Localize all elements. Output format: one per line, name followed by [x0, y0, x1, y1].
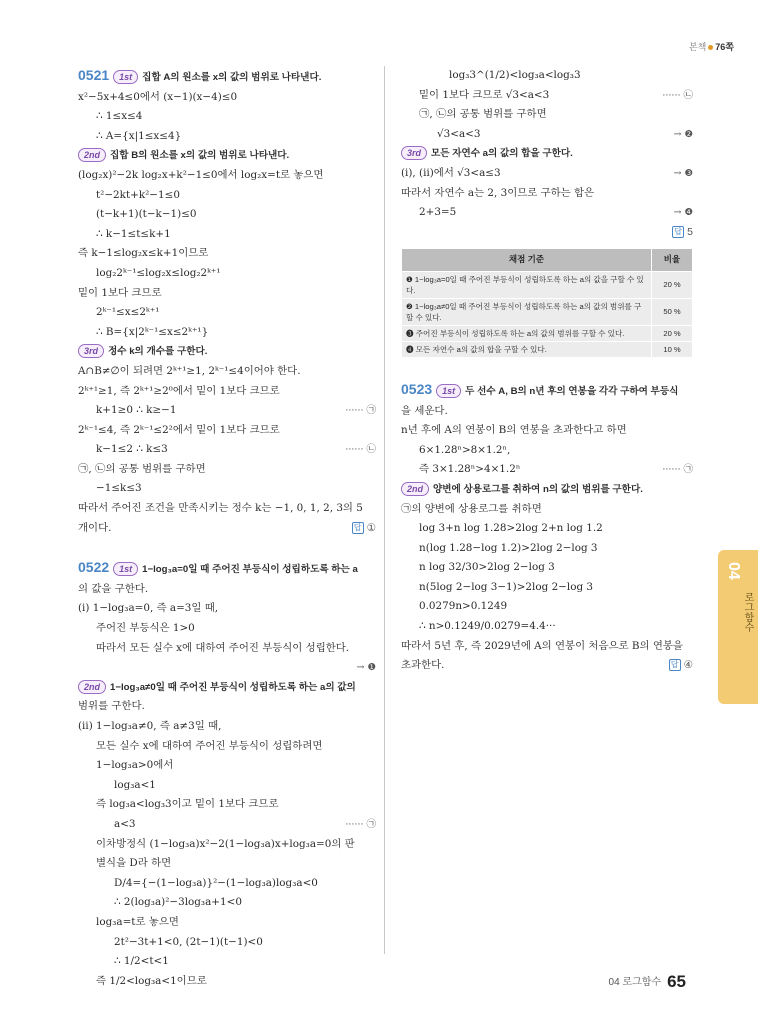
- rubric-row: [402, 325, 693, 341]
- dot-icon: [708, 45, 713, 50]
- problem-number: 0521: [78, 67, 110, 83]
- equation-marker: ······ ㉡: [662, 89, 693, 101]
- line-text: 따라서 5년 후, 즉 2029년에 A의 연봉이 처음으로 B의 연봉을: [401, 639, 683, 652]
- rubric-criterion: ❸ 주어진 부등식이 성립하도록 하는 a의 값의 범위를 구할 수 있다.: [402, 325, 652, 341]
- problem-heading: [78, 66, 376, 88]
- answer-value: ①: [366, 521, 376, 534]
- line-text: 개이다.: [78, 521, 112, 534]
- step-badge: 2nd: [401, 482, 429, 496]
- step-description: 1−log₃a≠0일 때 주어진 부등식이 성립하도록 하는 a의 값의: [110, 681, 356, 693]
- page-footer: [609, 972, 686, 992]
- solution-line: [78, 972, 376, 992]
- step-description: 두 선수 A, B의 n년 후의 연봉을 각각 구하여 부등식: [465, 385, 679, 397]
- line-text: D/4={−(1−log₃a)}²−(1−log₃a)log₃a<0: [114, 876, 318, 889]
- rubric-criterion: ❶ 1−log₃a=0일 때 주어진 부등식이 성립하도록 하는 a의 값을 구할 수 있다.: [402, 271, 652, 298]
- step-description: 양변에 상용로그를 취하여 n의 값의 범위를 구한다.: [433, 483, 643, 495]
- solution-line: [401, 519, 693, 539]
- equation-marker: → ❶: [356, 662, 376, 674]
- line-text: 즉 k−1≤log₂x≤k+1이므로: [78, 247, 209, 260]
- solution-line: [78, 776, 376, 796]
- equation-marker: ······ ㉡: [345, 444, 376, 456]
- solution-line: [401, 441, 693, 461]
- line-text: (log₂x)²−2k log₂x+k²−1≤0에서 log₂x=t로 놓으면: [78, 168, 324, 181]
- solution-line: [401, 558, 693, 578]
- line-text: 0.0279n>0.1249: [419, 600, 508, 613]
- line-text: n(5log 2−log 3−1)>2log 2−log 3: [419, 580, 594, 593]
- solution-line: [78, 186, 376, 206]
- line-text: k+1≥0 ∴ k≥−1: [96, 404, 177, 417]
- solution-line: [78, 835, 376, 855]
- solution-line: [78, 519, 376, 539]
- solution-line: [78, 815, 376, 835]
- solution-line: [78, 795, 376, 815]
- solution-line: [401, 460, 693, 480]
- line-text: (ⅰ) 1−log₃a=0, 즉 a=3일 때,: [78, 602, 219, 615]
- line-text: 즉 1/2<log₃a<1이므로: [96, 974, 207, 987]
- line-text: n년 후에 A의 연봉이 B의 연봉을 초과한다고 하면: [401, 424, 627, 437]
- solution-line: [78, 107, 376, 127]
- solution-line: [78, 284, 376, 304]
- rubric-header-criteria: 채점 기준: [402, 249, 652, 272]
- problem-number: 0522: [78, 559, 110, 576]
- right-column: [401, 66, 693, 676]
- line-text: 모든 실수 x에 대하여 주어진 부등식이 성립하려면: [96, 739, 323, 752]
- line-text: √3<a<3: [437, 127, 481, 140]
- line-text: ∴ 1≤x≤4: [96, 110, 143, 123]
- line-text: log₃a<1: [114, 778, 156, 791]
- rubric-ratio: 20 %: [652, 325, 693, 341]
- solution-line: [401, 184, 693, 204]
- line-text: log₂2ᵏ⁻¹≤log₂x≤log₂2ᵏ⁺¹: [96, 266, 221, 279]
- solution-line: [401, 402, 693, 422]
- solution-line: [78, 479, 376, 499]
- equation-marker: → ❷: [673, 128, 693, 140]
- line-text: 따라서 주어진 조건을 만족시키는 정수 k는 −1, 0, 1, 2, 3의 5: [78, 502, 363, 515]
- step-badge: 3rd: [401, 146, 427, 160]
- solution-line: [78, 323, 376, 343]
- line-text: 2ᵏ⁺¹≥1, 즉 2ᵏ⁺¹≥2⁰에서 밑이 1보다 크므로: [78, 384, 280, 397]
- step-description: 집합 B의 원소를 x의 값의 범위로 나타낸다.: [110, 150, 290, 162]
- line-text: ∴ 1/2<t<1: [114, 955, 169, 968]
- answer-value: 5: [687, 225, 693, 238]
- solution-line: [78, 737, 376, 757]
- solution-line: [78, 854, 376, 874]
- solution-line: [78, 874, 376, 894]
- solution-line: [78, 303, 376, 323]
- answer-value: ④: [683, 659, 693, 672]
- step-heading: [78, 146, 376, 166]
- line-text: 2t²−3t+1<0, (2t−1)(t−1)<0: [114, 935, 263, 948]
- rubric-ratio: 10 %: [652, 341, 693, 357]
- line-text: ∴ k−1≤t≤k+1: [96, 227, 171, 240]
- solution-line: [78, 913, 376, 933]
- solution-line: [401, 164, 693, 184]
- solution-line: [78, 619, 376, 639]
- solution-line: [401, 66, 693, 86]
- solution-line: [78, 166, 376, 186]
- line-text: (ⅰ), (ⅱ)에서 √3<a≤3: [401, 166, 501, 179]
- rubric-ratio: 50 %: [652, 298, 693, 325]
- solution-line: [78, 460, 376, 480]
- line-text: 밑이 1보다 크므로 √3<a<3: [419, 88, 550, 101]
- answer-icon: 답: [669, 659, 681, 671]
- solution-line: [78, 205, 376, 225]
- page-number: 65: [667, 972, 686, 991]
- solution-line: [401, 105, 693, 125]
- line-text: x²−5x+4≤0에서 (x−1)(x−4)≤0: [78, 90, 238, 103]
- line-text: n(log 1.28−log 1.2)>2log 2−log 3: [419, 541, 598, 554]
- step-description: 1−log₃a=0일 때 주어진 부등식이 성립하도록 하는 a: [142, 564, 358, 576]
- problem-heading: [78, 558, 376, 580]
- chapter-side-tab[interactable]: [718, 550, 758, 704]
- answer-label: [352, 519, 376, 539]
- line-text: 즉 3×1.28ⁿ>4×1.2ⁿ: [419, 463, 521, 476]
- line-text: 의 값을 구한다.: [78, 582, 149, 595]
- chapter-number: 04: [725, 562, 742, 580]
- solution-line: [78, 697, 376, 717]
- rubric-criterion: ❷ 1−log₃a≠0일 때 주어진 부등식이 성립하도록 하는 a의 값의 범위를 구할 수 있다.: [402, 298, 652, 325]
- step-heading: [78, 342, 376, 362]
- step-badge: 3rd: [78, 344, 104, 358]
- solution-line: [78, 88, 376, 108]
- line-text: 주어진 부등식은 1>0: [96, 622, 195, 635]
- solution-line: [78, 933, 376, 953]
- solution-line: [401, 656, 693, 676]
- solution-line: [78, 893, 376, 913]
- equation-marker: ······ ㉠: [345, 818, 376, 830]
- solution-line: [78, 440, 376, 460]
- line-text: 초과한다.: [401, 659, 445, 672]
- solution-line: [401, 539, 693, 559]
- problem-heading: [401, 380, 693, 402]
- solution-line: [78, 717, 376, 737]
- step-badge: 2nd: [78, 680, 106, 694]
- line-text: 따라서 자연수 a는 2, 3이므로 구하는 합은: [401, 186, 595, 199]
- step-description: 집합 A의 원소를 x의 값의 범위로 나타낸다.: [142, 72, 322, 83]
- line-text: 6×1.28ⁿ>8×1.2ⁿ,: [419, 443, 511, 456]
- equation-marker: → ❹: [673, 207, 693, 219]
- rubric-row: [402, 341, 693, 357]
- solution-line: [78, 580, 376, 600]
- page-reference: [689, 40, 734, 53]
- line-text: 1−log₃a>0에서: [96, 759, 174, 772]
- solution-line: [78, 401, 376, 421]
- line-text: 2ᵏ⁻¹≤4, 즉 2ᵏ⁻¹≤2²에서 밑이 1보다 크므로: [78, 423, 280, 436]
- solution-line: [78, 658, 376, 678]
- step-badge: 2nd: [78, 148, 106, 162]
- equation-marker: → ❸: [673, 167, 693, 179]
- problem-number: 0523: [401, 380, 433, 397]
- line-text: 을 세운다.: [401, 404, 448, 417]
- line-text: 이차방정식 (1−log₃a)x²−2(1−log₃a)x+log₃a=0의 판: [96, 837, 355, 850]
- line-text: ㉠, ㉡의 공통 범위를 구하면: [419, 108, 547, 121]
- solution-line: [78, 499, 376, 519]
- solution-line: [401, 86, 693, 106]
- step-description: 모든 자연수 a의 값의 합을 구한다.: [431, 148, 573, 160]
- line-text: ∴ B={x|2ᵏ⁻¹≤x≤2ᵏ⁺¹}: [96, 325, 209, 338]
- line-text: 즉 log₃a<log₃3이고 밑이 1보다 크므로: [96, 798, 279, 811]
- footer-chapter: 04 로그함수: [608, 977, 662, 988]
- solution-line: [401, 500, 693, 520]
- step-badge: 1st: [436, 384, 461, 398]
- page-ref-page: 76쪽: [715, 42, 734, 52]
- solution-line: [401, 597, 693, 617]
- line-text: (t−k+1)(t−k−1)≤0: [96, 208, 197, 221]
- line-text: t²−2kt+k²−1≤0: [96, 188, 180, 201]
- step-badge: 1st: [113, 70, 138, 84]
- line-text: log₃3^(1/2)<log₃a<log₃3: [449, 69, 581, 81]
- line-text: 별식을 D라 하면: [96, 857, 172, 870]
- solution-line: [401, 617, 693, 637]
- solution-line: [78, 244, 376, 264]
- grading-rubric-table: [401, 248, 693, 358]
- line-text: log 3+n log 1.28>2log 2+n log 1.2: [419, 522, 603, 535]
- line-text: 밑이 1보다 크므로: [78, 286, 162, 299]
- line-text: 2+3=5: [419, 206, 457, 219]
- step-heading: [401, 480, 693, 500]
- step-heading: [78, 678, 376, 698]
- line-text: ∴ 2(log₃a)²−3log₃a+1<0: [114, 896, 242, 909]
- solution-line: [401, 421, 693, 441]
- step-heading: [401, 144, 693, 164]
- rubric-row: [402, 271, 693, 298]
- solution-line: [78, 639, 376, 659]
- solution-line: [401, 203, 693, 223]
- solution-line: [78, 225, 376, 245]
- line-text: ∴ n>0.1249/0.0279=4.4···: [419, 620, 556, 633]
- solution-line: [78, 264, 376, 284]
- step-badge: 1st: [113, 562, 138, 576]
- solution-line: [78, 952, 376, 972]
- answer-label: [669, 656, 693, 676]
- line-text: a<3: [114, 817, 136, 830]
- line-text: A∩B≠∅이 되려면 2ᵏ⁺¹≥1, 2ᵏ⁻¹≤4이어야 한다.: [78, 364, 301, 377]
- page-ref-label: 본책: [688, 42, 707, 52]
- line-text: k−1≤2 ∴ k≤3: [96, 443, 168, 456]
- equation-marker: ······ ㉠: [345, 405, 376, 417]
- solution-line: [78, 599, 376, 619]
- solution-line: [78, 127, 376, 147]
- solution-line: [401, 125, 693, 145]
- line-text: log₃a=t로 놓으면: [96, 915, 179, 928]
- solution-line: [401, 223, 693, 243]
- column-divider: [384, 66, 385, 954]
- solution-line: [78, 421, 376, 441]
- rubric-criterion: ❹ 모든 자연수 a의 값의 합을 구할 수 있다.: [402, 341, 652, 357]
- chapter-title: 로그함수: [742, 592, 753, 632]
- answer-icon: 답: [352, 522, 364, 534]
- answer-label: [672, 223, 693, 243]
- equation-marker: ······ ㉠: [662, 464, 693, 476]
- solution-line: [401, 578, 693, 598]
- line-text: n log 32/30>2log 2−log 3: [419, 561, 555, 574]
- answer-icon: 답: [672, 226, 684, 238]
- solution-line: [401, 637, 693, 657]
- solution-line: [78, 756, 376, 776]
- line-text: ㉠, ㉡의 공통 범위를 구하면: [78, 462, 206, 475]
- step-description: 정수 k의 개수를 구한다.: [108, 346, 208, 358]
- rubric-header-ratio: 비율: [652, 249, 693, 272]
- line-text: 2ᵏ⁻¹≤x≤2ᵏ⁺¹: [96, 306, 160, 319]
- rubric-ratio: 20 %: [652, 271, 693, 298]
- left-column: [78, 66, 376, 991]
- solution-line: [78, 362, 376, 382]
- line-text: ∴ A={x|1≤x≤4}: [96, 129, 182, 142]
- line-text: 따라서 모든 실수 x에 대하여 주어진 부등식이 성립한다.: [96, 641, 350, 654]
- line-text: 범위를 구한다.: [78, 700, 145, 713]
- line-text: ㉠의 양변에 상용로그를 취하면: [401, 502, 542, 515]
- solution-line: [78, 382, 376, 402]
- line-text: −1≤k≤3: [96, 482, 142, 495]
- line-text: (ⅱ) 1−log₃a≠0, 즉 a≠3일 때,: [78, 720, 222, 732]
- rubric-row: [402, 298, 693, 325]
